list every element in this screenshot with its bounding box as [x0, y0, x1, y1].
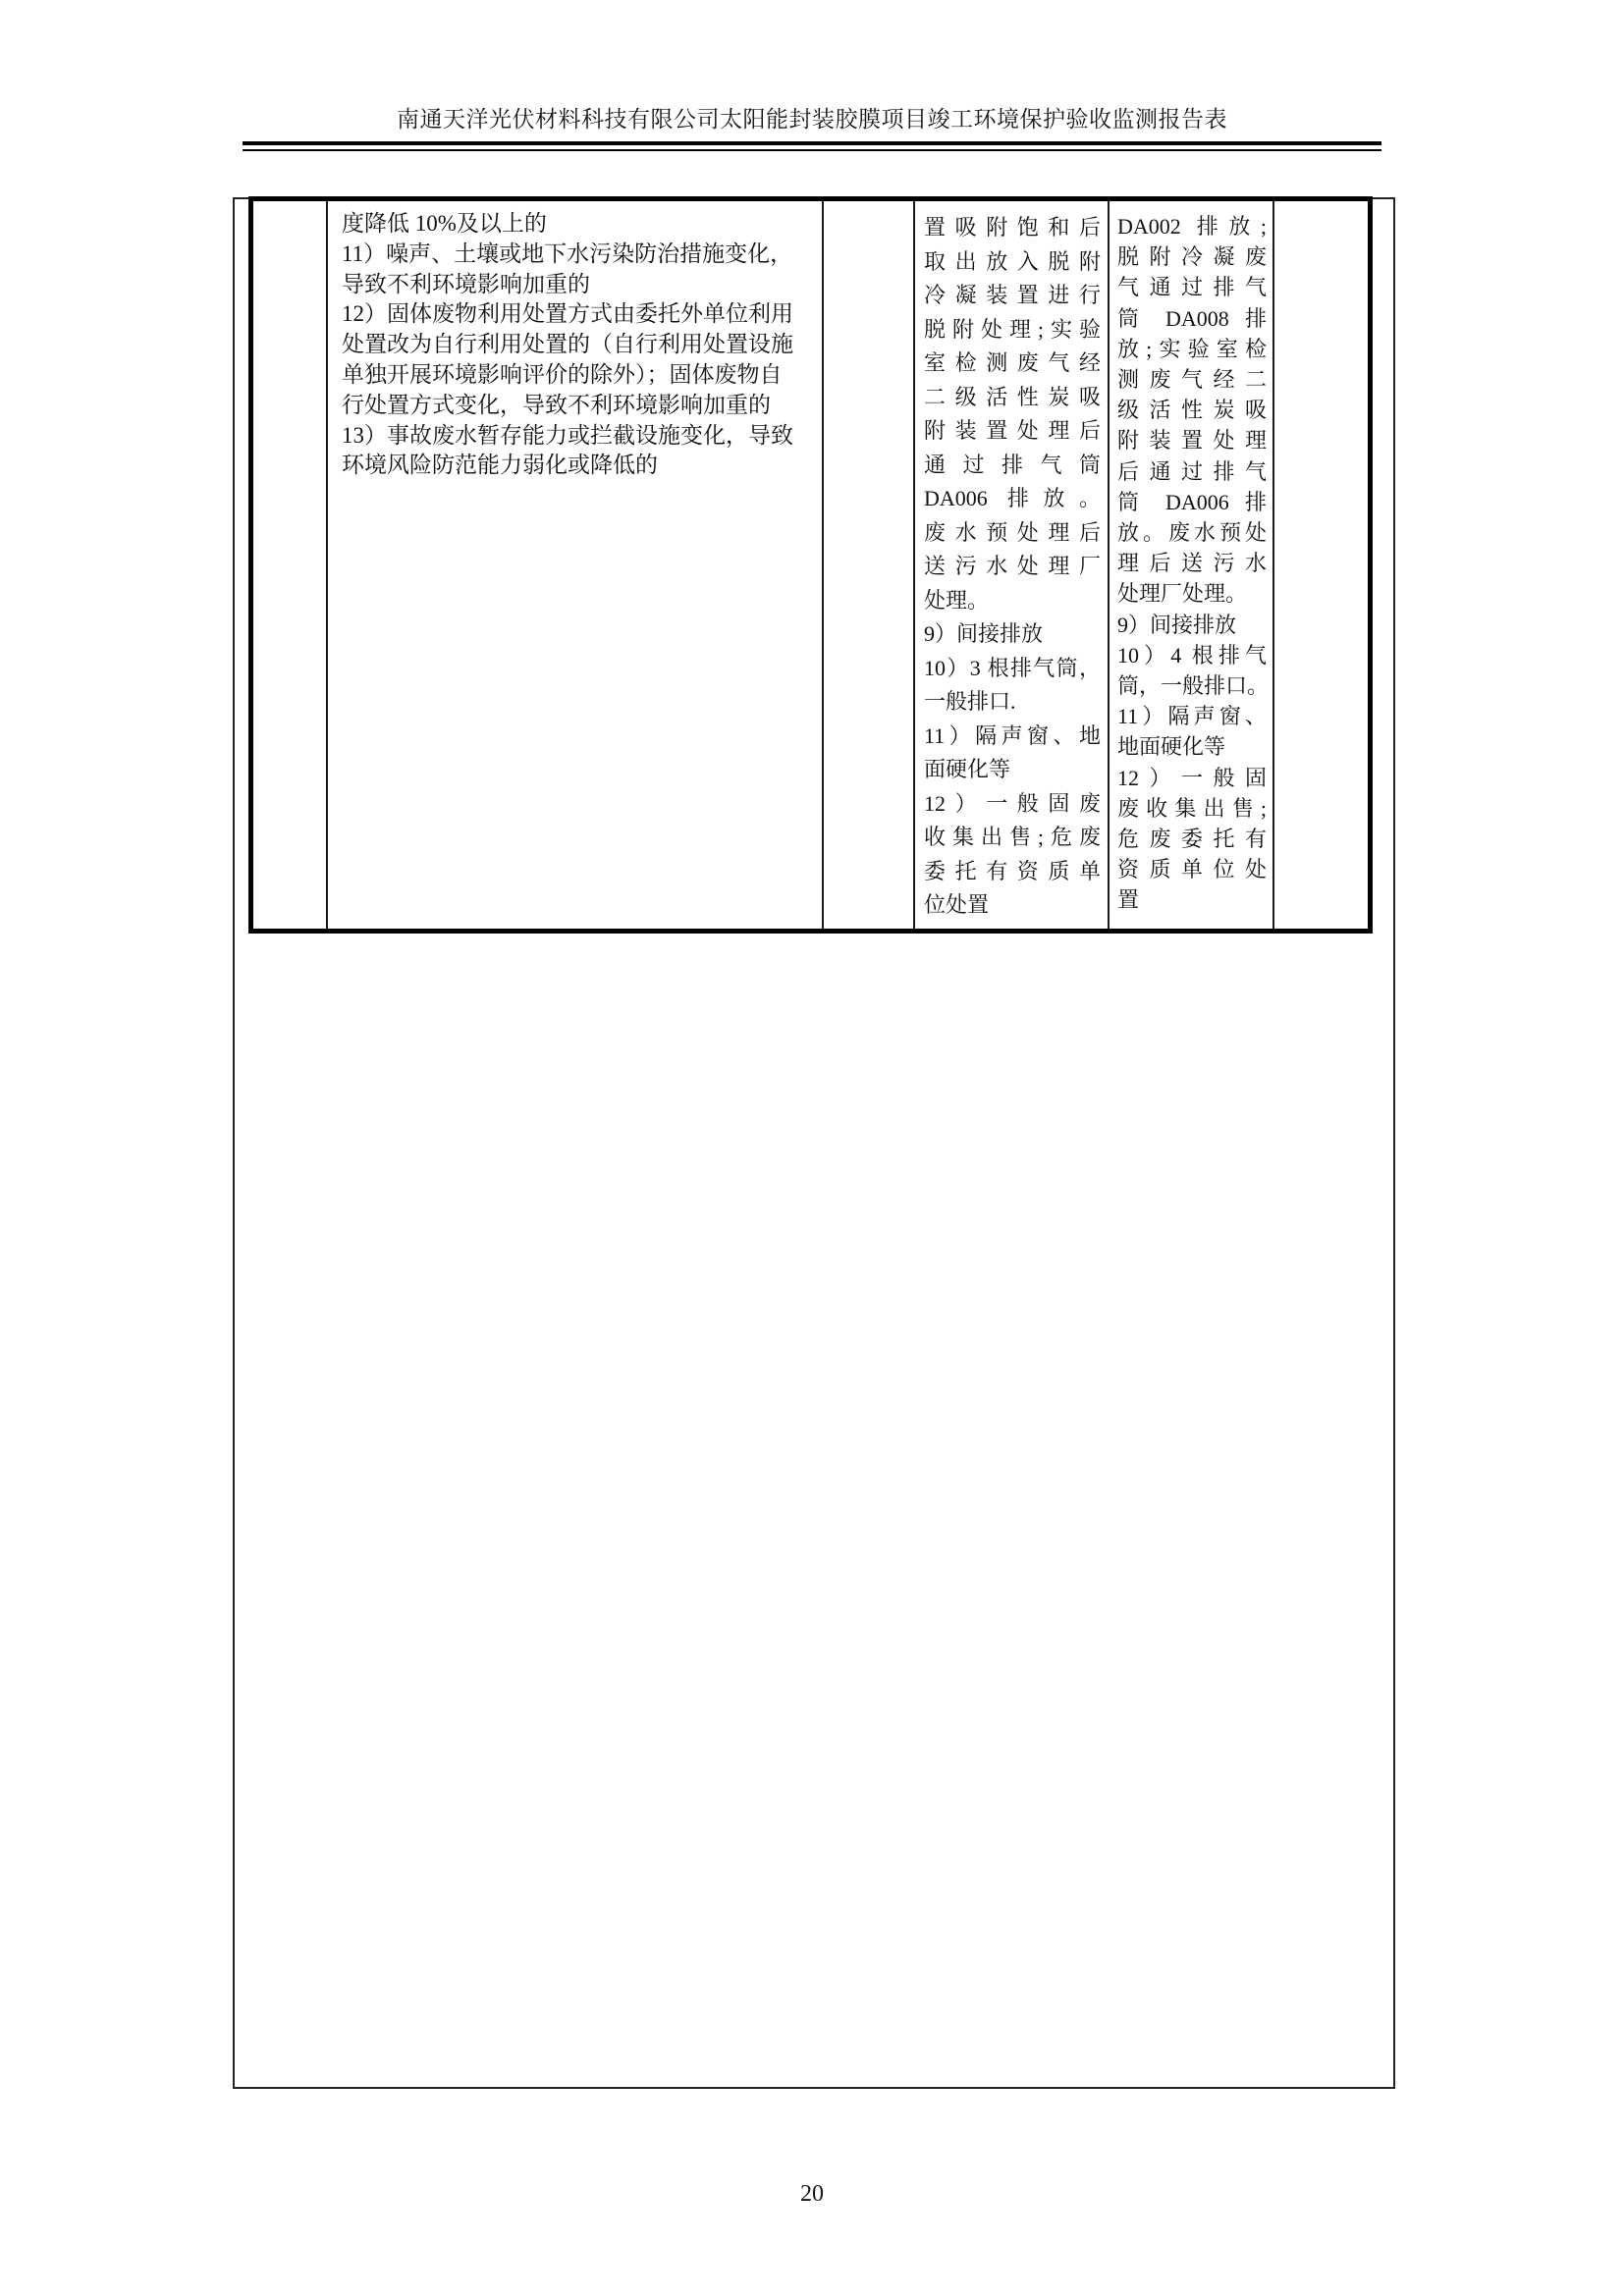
cell-text-line: 13）事故废水暂存能力或拦截设施变化，导致 [342, 422, 793, 448]
cell-text-line: 环境风险防范能力弱化或降低的 [342, 453, 658, 478]
cell-text-line: 面硬化等 [924, 757, 1011, 781]
table-cell-measures-col2 [1110, 201, 1274, 929]
cell-text-line: 12）一般固废 [924, 790, 1101, 816]
cell-text-line: 9）间接排放 [924, 621, 1044, 646]
cell-text-line: 10）3 根排气筒， [924, 655, 1101, 680]
cell-text-line: 处理。 [924, 587, 990, 613]
cell-text-line: 行处置方式变化，导致不利环境影响加重的 [342, 392, 771, 417]
cell-text-line: 脱附冷凝废 [1117, 244, 1267, 270]
cell-text-line: 二级活性炭吸 [924, 384, 1101, 409]
cell-text-line: 测废气经二 [1117, 367, 1267, 393]
page-number: 20 [800, 2181, 824, 2207]
cell-text-line: 废收集出售; [1117, 795, 1267, 821]
cell-text-line: 处理厂处理。 [1117, 581, 1248, 607]
table-cell-change-conditions [328, 201, 824, 929]
cell-text-line: 理后送污水 [1117, 551, 1267, 576]
cell-text-line: 单独开展环境影响评价的除外）；固体废物自 [342, 361, 783, 387]
cell-text-line: 放。废水预处 [1117, 520, 1267, 546]
cell-text-line: 资质单位处 [1117, 857, 1267, 882]
cell-text-line: 放;实验室检 [1117, 336, 1267, 361]
cell-text-line: 筒，一般排口。 [1117, 673, 1270, 699]
table-column-stub-right [1274, 201, 1368, 929]
cell-text-line: 附装置处理后 [924, 418, 1101, 443]
cell-text-line: DA002 排放; [1117, 214, 1267, 239]
cell-text-line: 导致不利环境影响加重的 [342, 271, 590, 296]
cell-text-line: 室检测废气经 [924, 350, 1101, 375]
cell-text-line: 12）一般固 [1117, 765, 1267, 790]
acceptance-table-continuation [248, 196, 1373, 934]
cell-text-line: 12）固体废物利用处置方式由委托外单位利用 [342, 301, 793, 327]
cell-text-line: 置吸附饱和后 [924, 215, 1101, 240]
header-divider-rule [243, 141, 1381, 151]
cell-text-line: 级活性炭吸 [1117, 398, 1267, 423]
cell-text-line: 附装置处理 [1117, 428, 1267, 454]
cell-text-line: 气通过排气 [1117, 275, 1267, 300]
cell-text-line: 危废委托有 [1117, 827, 1267, 852]
cell-text-line: 筒 DA008 排 [1117, 305, 1267, 331]
cell-text-line: 送污水处理厂 [924, 554, 1101, 578]
cell-text-line: 11）噪声、土壤或地下水污染防治措施变化， [342, 240, 793, 266]
cell-text-line: 置 [1117, 887, 1140, 913]
cell-text-line: 废水预处理后 [924, 519, 1101, 545]
table-cell-measures-col1 [915, 201, 1110, 929]
cell-text-line: 委托有资质单 [924, 858, 1101, 883]
cell-text-line: DA006 排放。 [924, 486, 1101, 510]
cell-text-line: 11）隔声窗、地 [924, 722, 1101, 748]
cell-text-line: 位处置 [924, 892, 990, 917]
cell-text-line: 一般排口. [924, 689, 1016, 714]
cell-text-line: 冷凝装置进行 [924, 283, 1101, 307]
cell-text-line: 后通过排气 [1117, 458, 1267, 484]
table-column-stub-left [253, 201, 328, 929]
cell-text-line: 地面硬化等 [1117, 734, 1226, 760]
cell-text-line: 11）隔声窗、 [1117, 704, 1267, 729]
table-column-spacer [824, 201, 915, 929]
cell-text-line: 取出放入脱附 [924, 248, 1101, 274]
report-header-title: 南通天洋光伏材料科技有限公司太阳能封装胶膜项目竣工环境保护验收监测报告表 [397, 107, 1227, 132]
cell-text-line: 筒 DA006 排 [1117, 489, 1267, 514]
cell-text-line: 10）4 根排气 [1117, 642, 1267, 667]
cell-text-line: 通过排气筒 [924, 452, 1101, 477]
cell-text-line: 脱附处理;实验 [924, 316, 1101, 342]
cell-text-line: 处置改为自行利用处置的（自行利用处置设施 [342, 332, 793, 357]
cell-text-line: 收集出售;危废 [924, 825, 1101, 849]
cell-text-line: 度降低 10%及以上的 [342, 211, 547, 236]
cell-text-line: 9）间接排放 [1117, 612, 1237, 637]
